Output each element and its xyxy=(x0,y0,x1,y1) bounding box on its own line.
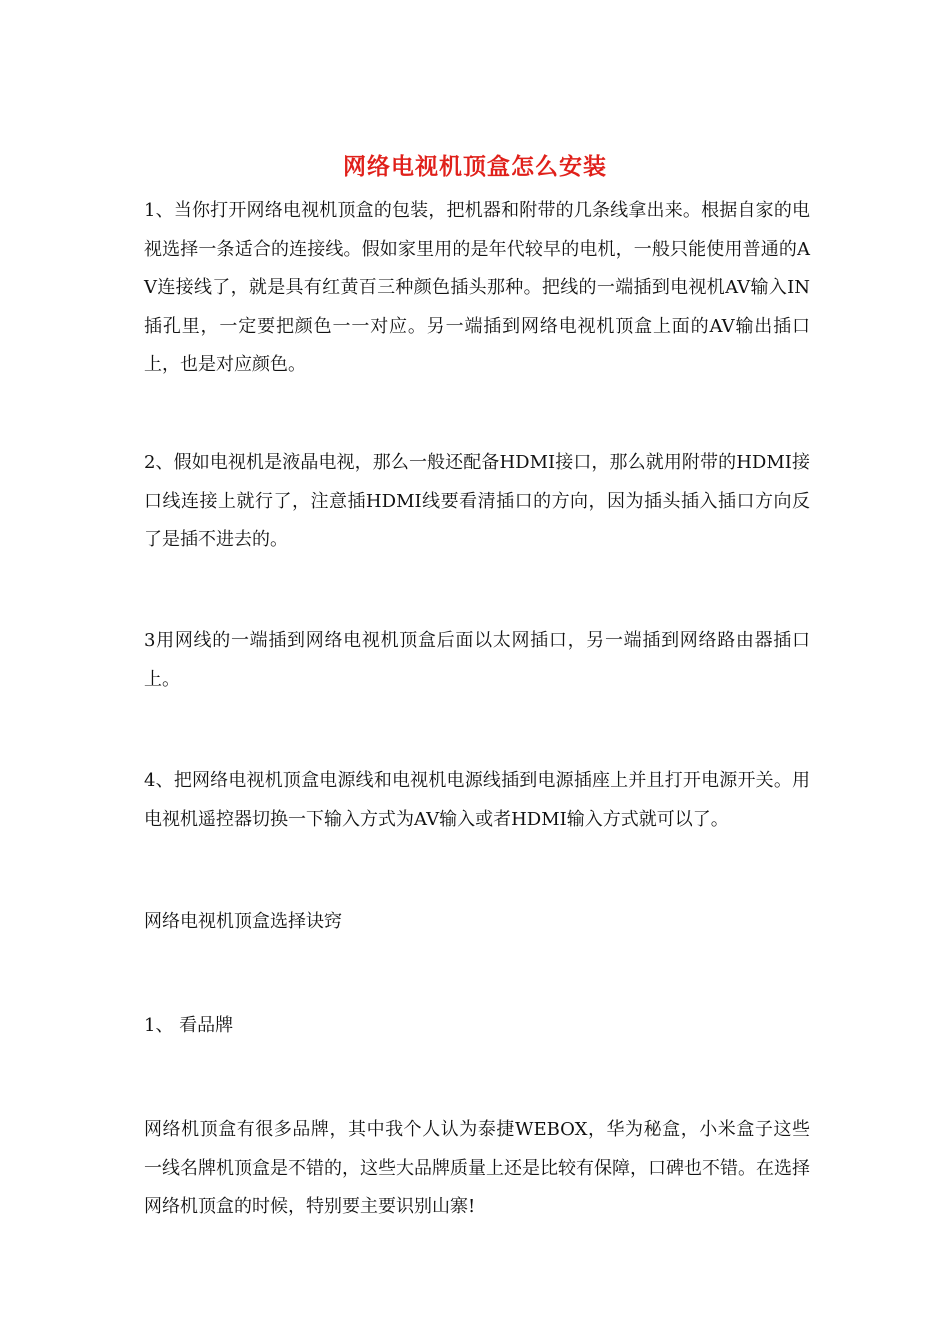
paragraph-brand-advice: 网络机顶盒有很多品牌，其中我个人认为泰捷WEBOX，华为秘盒，小米盒子这些一线名牌机顶盒是不错的，这些大品牌质量上还是比较有保障，口碑也不错。在选择网络机顶盒的时候，特别要主要识别山寨! xyxy=(144,1119,810,1217)
document-title: 网络电视机顶盒怎么安装 xyxy=(343,153,607,180)
paragraph-install-step-4: 4、把网络电视机顶盒电源线和电视机电源线插到电源插座上并且打开电源开关。用电视机遥控器切换一下输入方式为AV输入或者HDMI输入方式就可以了。 xyxy=(144,770,810,830)
paragraph-install-step-1: 1、当你打开网络电视机顶盒的包装，把机器和附带的几条线拿出来。根据自家的电视选择一条适合的连接线。假如家里用的是年代较早的电机，一般只能使用普通的AV连接线了，就是具有红黄百三种颜色插头那种。把线的一端插到电视机AV输入IN插孔里，一定要把颜色一一对应。另一端插到网络电视机顶盒上面的AV输出插口上，也是对应颜色。 xyxy=(144,200,810,375)
paragraph-install-step-3: 3用网线的一端插到网络电视机顶盒后面以太网插口，另一端插到网络路由器插口上。 xyxy=(144,630,810,690)
paragraph-install-step-2: 2、假如电视机是液晶电视，那么一般还配备HDMI接口，那么就用附带的HDMI接口线连接上就行了，注意插HDMI线要看清插口的方向，因为插头插入插口方向反了是插不进去的。 xyxy=(144,452,810,550)
subheading-brand: 1、 看品牌 xyxy=(144,1015,234,1036)
section-heading-selection-tips: 网络电视机顶盒选择诀窍 xyxy=(144,911,342,932)
